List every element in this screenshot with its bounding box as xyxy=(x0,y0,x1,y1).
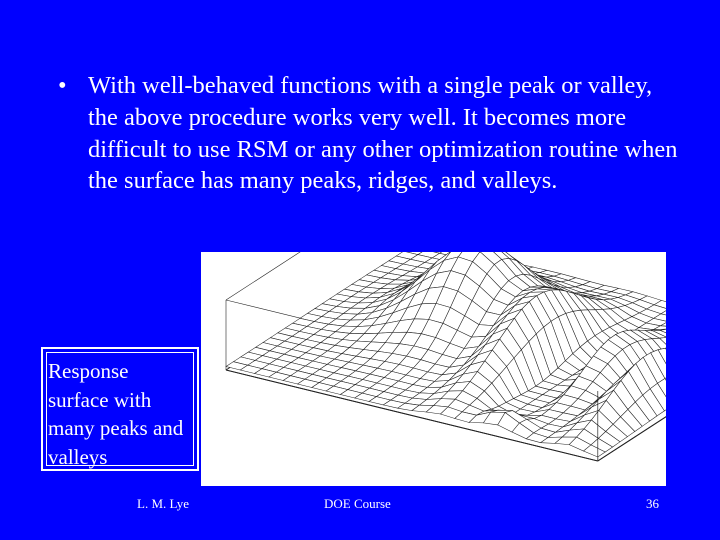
caption-text: Response surface with many peaks and valleys xyxy=(48,359,184,469)
bullet-text: With well-behaved functions with a single peak or valley, the above procedure works very well. It becomes more difficult to use RSM or any other optimization routine when the surface has many peaks, ridges, and valleys. xyxy=(88,72,678,195)
footer-author: L. M. Lye xyxy=(137,496,189,511)
caption-box xyxy=(41,347,199,471)
response-surface-plot xyxy=(201,252,666,486)
footer-course: DOE Course xyxy=(324,496,391,511)
response-surface-figure xyxy=(201,252,666,486)
footer-page-number: 36 xyxy=(646,496,659,511)
bullet-symbol: • xyxy=(58,72,67,99)
